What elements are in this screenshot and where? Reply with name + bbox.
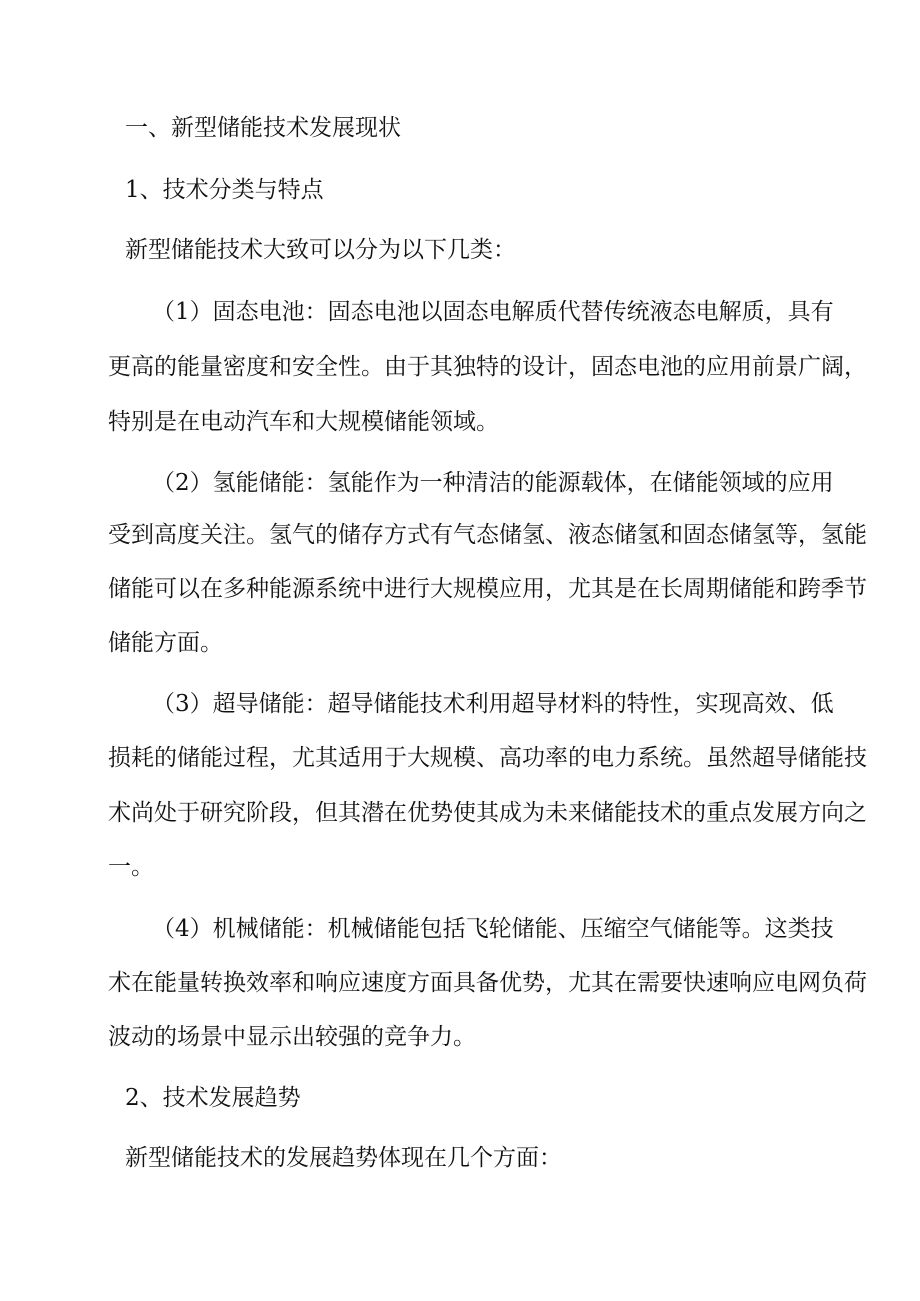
paragraph-line: （3）超导储能：超导储能技术利用超导材料的特性，实现高效、低	[152, 691, 834, 717]
paragraph-line: 更高的能量密度和安全性。由于其独特的设计，固态电池的应用前景广阔，	[108, 354, 867, 380]
paragraph-line: 术尚处于研究阶段，但其潜在优势使其成为未来储能技术的重点发展方向之	[108, 800, 867, 826]
paragraph-line: 一。	[108, 854, 154, 880]
paragraph-line: （1）固态电池：固态电池以固态电解质代替传统液态电解质，具有	[152, 299, 834, 325]
paragraph-line: 特别是在电动汽车和大规模储能领域。	[108, 409, 499, 435]
paragraph-line: （2）氢能储能：氢能作为一种清洁的能源载体，在储能领域的应用	[152, 470, 834, 496]
paragraph-line: 波动的场景中显示出较强的竞争力。	[108, 1024, 476, 1050]
subsection-heading: 2、技术发展趋势	[125, 1085, 301, 1111]
paragraph-line: （4）机械储能：机械储能包括飞轮储能、压缩空气储能等。这类技	[152, 916, 834, 942]
paragraph-line: 受到高度关注。氢气的储存方式有气态储氢、液态储氢和固态储氢等，氢能	[108, 522, 867, 548]
paragraph-line: 储能可以在多种能源系统中进行大规模应用，尤其是在长周期储能和跨季节	[108, 576, 867, 602]
subsection-heading: 1、技术分类与特点	[125, 177, 324, 203]
section-heading: 一、新型储能技术发展现状	[125, 115, 401, 141]
paragraph-line: 术在能量转换效率和响应速度方面具备优势，尤其在需要快速响应电网负荷	[108, 970, 867, 996]
intro-paragraph: 新型储能技术大致可以分为以下几类：	[125, 237, 516, 263]
paragraph-line: 储能方面。	[108, 630, 223, 656]
paragraph-line: 损耗的储能过程，尤其适用于大规模、高功率的电力系统。虽然超导储能技	[108, 745, 867, 771]
intro-paragraph: 新型储能技术的发展趋势体现在几个方面：	[125, 1145, 562, 1171]
